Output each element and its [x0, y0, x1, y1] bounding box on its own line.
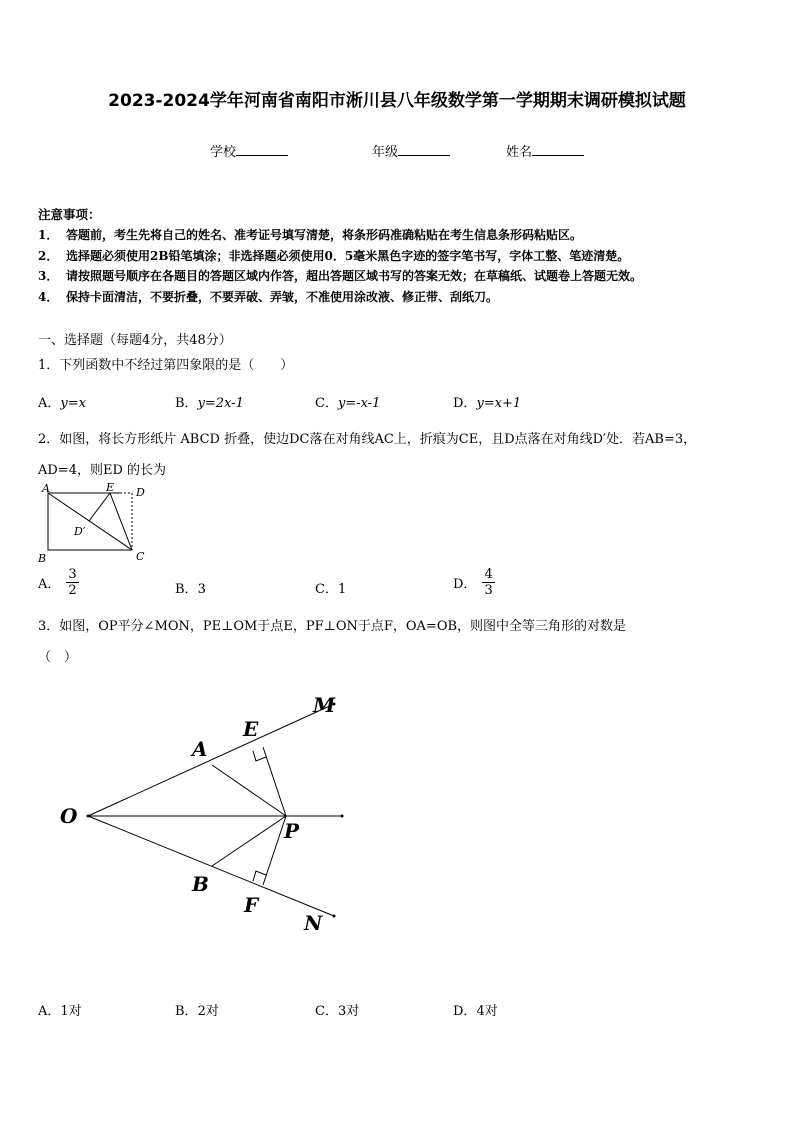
school-label: 学校 — [210, 145, 237, 160]
q3-line1: 3．如图，OP平分∠MON，PE⊥OM于点E，PF⊥ON于点F，OA=OB，则图中全等三角形的对数是 — [38, 619, 627, 634]
school-blank[interactable] — [236, 143, 288, 156]
right-angle-e — [253, 751, 266, 761]
q3-option-d[interactable]: D．4对 — [453, 1004, 498, 1019]
notice-heading: 注意事项： — [38, 207, 101, 222]
label-e: E — [106, 481, 115, 494]
q3-line2: （ ） — [38, 650, 78, 665]
q2-line2: AD=4，则ED 的长为 — [38, 463, 167, 478]
q3-option-b[interactable]: B．2对 — [175, 1004, 219, 1019]
q1-option-a[interactable]: A．y=x — [38, 396, 86, 411]
q1-option-d[interactable]: D．y=x+1 — [453, 396, 522, 411]
segment-ed-prime — [89, 493, 110, 521]
grade-blank[interactable] — [398, 143, 450, 156]
label-e: E — [243, 717, 259, 741]
label-n: N — [304, 911, 323, 935]
q2-option-a[interactable]: A． $\frac{3}{2}$ — [38, 567, 77, 598]
grade-field[interactable] — [372, 141, 450, 160]
segment-bp — [212, 816, 286, 866]
page-title: 2023-2024学年河南省南阳市淅川县八年级数学第一学期期末调研模拟试题 — [108, 91, 686, 111]
label-c: C — [136, 550, 145, 563]
q1-option-c[interactable]: C．y=-x-1 — [315, 396, 381, 411]
name-label: 姓名 — [506, 145, 533, 160]
label-m: M — [313, 693, 336, 717]
label-f: F — [244, 893, 259, 917]
notice-item: 1． 答题前，考生先将自己的姓名、准考证号填写清楚，将条形码准确粘贴在考生信息条形码粘贴区。 — [38, 228, 583, 242]
label-b: B — [38, 552, 47, 565]
q3-option-a[interactable]: A．1对 — [38, 1004, 82, 1019]
q1-stem: 1．下列函数中不经过第四象限的是（ ） — [38, 358, 294, 373]
grade-label: 年级 — [372, 145, 399, 160]
label-a: A — [42, 482, 50, 495]
label-d: D — [136, 486, 145, 499]
diagonal-ac — [48, 493, 132, 550]
section-heading: 一、选择题（每题4分，共48分） — [38, 333, 232, 348]
q3-option-c[interactable]: C．3对 — [315, 1004, 360, 1019]
crease-ce — [110, 493, 132, 550]
q2-option-b[interactable]: B．3 — [175, 582, 206, 597]
ray-om — [88, 704, 334, 816]
label-p: P — [284, 819, 300, 843]
name-blank[interactable] — [532, 143, 584, 156]
segment-pf — [263, 816, 286, 885]
name-field[interactable] — [506, 141, 584, 160]
q2-option-d[interactable]: D． $\frac{4}{3}$ — [453, 567, 493, 598]
q2-figure — [36, 480, 156, 566]
q3-figure — [50, 688, 360, 938]
q2-option-c[interactable]: C．1 — [315, 582, 347, 597]
label-a: A — [192, 737, 208, 761]
notice-item: 3． 请按照题号顺序在各题目的答题区域内作答，超出答题区域书写的答案无效；在草稿纸、试题卷上答题无效。 — [38, 269, 643, 283]
q1-option-b[interactable]: B．y=2x-1 — [175, 396, 244, 411]
label-d-prime: D′ — [74, 525, 86, 538]
label-b: B — [192, 872, 209, 896]
label-o: O — [60, 804, 78, 828]
segment-ap — [212, 765, 286, 816]
notice-item: 4． 保持卡面清洁，不要折叠，不要弄破、弄皱，不准使用涂改液、修正带、刮纸刀。 — [38, 290, 499, 304]
right-angle-f — [253, 871, 266, 881]
school-field[interactable] — [210, 141, 288, 160]
notice-item: 2． 选择题必须使用2B铅笔填涂；非选择题必须使用0．5毫米黑色字迹的签字笔书写，字体工整、笔迹清楚。 — [38, 249, 630, 263]
segment-pe — [263, 747, 286, 816]
q2-line1: 2．如图，将长方形纸片 ABCD 折叠，使边DC落在对角线AC上，折痕为CE，且D点落在对角线D′处．若AB=3， — [38, 432, 697, 447]
